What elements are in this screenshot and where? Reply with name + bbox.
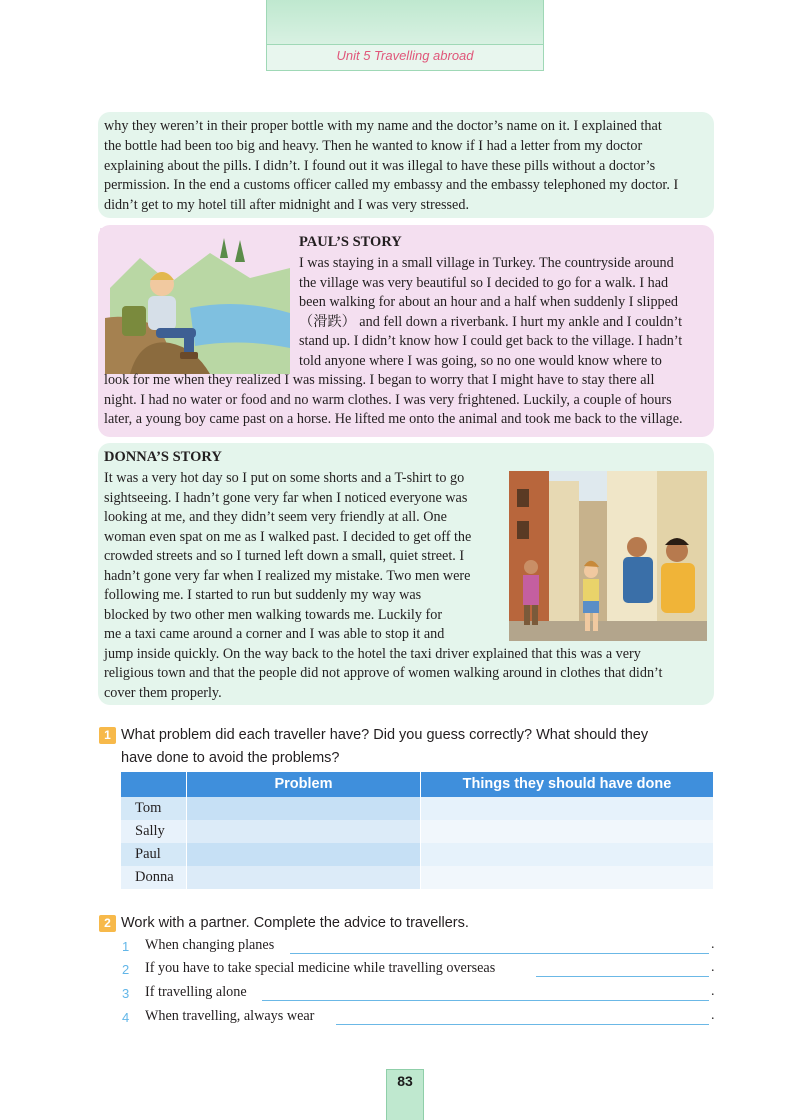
paul-story-line: been walking for about an hour and a half when suddenly I slipped	[299, 294, 679, 310]
advice-item-text: When travelling, always wear	[145, 1008, 315, 1024]
page-number-tab	[386, 1069, 424, 1120]
advice-cell[interactable]	[421, 820, 713, 843]
advice-item-text: When changing planes	[145, 937, 275, 953]
activity-2-badge: 2	[99, 915, 116, 932]
table-divider	[420, 772, 421, 889]
advice-answer-line[interactable]	[336, 1024, 709, 1025]
paul-story-line: later, a young boy came past on a horse. He lifted me onto the animal and took me back to the village.	[104, 411, 683, 427]
activity-2-question: Work with a partner. Complete the advice to travellers.	[121, 915, 469, 931]
header-divider	[267, 44, 543, 45]
advice-cell[interactable]	[421, 797, 713, 820]
table-divider	[186, 772, 187, 889]
donna-story-line: blocked by two other men walking towards me. Luckily for	[104, 607, 443, 623]
row-name-sally: Sally	[135, 823, 165, 839]
advice-answer-line[interactable]	[290, 953, 709, 954]
donna-story-line: jump inside quickly. On the way back to the hotel the taxi driver explained that this was a very	[104, 646, 641, 662]
donna-story-line: hadn’t gone very far when I realized my mistake. Two men were	[104, 568, 471, 584]
advice-end-mark: .	[711, 984, 715, 999]
donna-story-line: sightseeing. I hadn’t gone very far when I noticed everyone was	[104, 490, 468, 506]
table-row	[121, 843, 713, 866]
advice-item-text: If travelling alone	[145, 984, 247, 1000]
activity-1-badge: 1	[99, 727, 116, 744]
advice-end-mark: .	[711, 937, 715, 952]
story-line: permission. In the end a customs officer called my embassy and the embassy telephoned my doctor. I	[104, 177, 679, 193]
paul-story-title: PAUL’S STORY	[299, 234, 402, 250]
table-header-things-should-have-done: Things they should have done	[421, 772, 713, 797]
table-row	[121, 820, 713, 843]
donna-story-line: religious town and that the people did not approve of women walking around in clothes that didn’t	[104, 665, 663, 681]
paul-story-line: stand up. I didn’t know how I could get back to the village. I hadn’t	[299, 333, 683, 349]
paul-story-line: night. I had no water or food and no warm clothes. I was very frightened. Luckily, a couple of hours	[104, 392, 672, 408]
donna-story-line: following me. I started to run but suddenly my way was	[104, 587, 422, 603]
advice-end-mark: .	[711, 960, 715, 975]
problem-cell[interactable]	[187, 820, 420, 843]
paul-story-line: the village was very beautiful so I decided to go for a walk. I had	[299, 275, 669, 291]
paul-illustration	[100, 228, 290, 374]
story-line: explaining about the pills. I didn’t. I found out it was illegal to have these pills without a doctor’s	[104, 158, 656, 174]
paul-story-line: I was staying in a small village in Turkey. The countryside around	[299, 255, 674, 271]
row-name-paul: Paul	[135, 846, 161, 862]
story-line: didn’t get to my hotel till after midnight and I was very stressed.	[104, 197, 469, 213]
advice-cell[interactable]	[421, 866, 713, 889]
activity-1-question-line: What problem did each traveller have? Did you guess correctly? What should they	[121, 727, 649, 743]
story-line: why they weren’t in their proper bottle with my name and the doctor’s name on it. I explained that	[104, 118, 662, 134]
unit-header-tab	[266, 0, 544, 71]
paul-story-line: look for me when they realized I was missing. I began to worry that I might have to stay there all	[104, 372, 655, 388]
table-header-corner	[121, 772, 187, 797]
story-line: the bottle had been too big and heavy. Then he wanted to know if I had a letter from my doctor	[104, 138, 643, 154]
advice-item-number: 4	[122, 1010, 130, 1025]
donna-illustration	[509, 471, 707, 641]
advice-cell[interactable]	[421, 843, 713, 866]
problem-cell[interactable]	[187, 866, 420, 889]
page-number: 83	[397, 1073, 413, 1089]
paul-story-line: （滑跌） and fell down a riverbank. I hurt my ankle and I couldn’t	[299, 314, 683, 330]
donna-story-line: It was a very hot day so I put on some shorts and a T-shirt to go	[104, 470, 465, 486]
activity-1-question-line: have done to avoid the problems?	[121, 750, 340, 766]
row-name-donna: Donna	[135, 869, 174, 885]
advice-item-text: If you have to take special medicine while travelling overseas	[145, 960, 496, 976]
table-row	[121, 797, 713, 820]
problem-cell[interactable]	[187, 797, 420, 820]
unit-title: Unit 5 Travelling abroad	[336, 48, 474, 63]
advice-item-number: 2	[122, 962, 130, 977]
row-name-tom: Tom	[135, 800, 162, 816]
advice-item-number: 1	[122, 939, 130, 954]
problems-table	[121, 772, 713, 889]
problem-cell[interactable]	[187, 843, 420, 866]
paul-story-line: told anyone where I was going, so no one would know where to	[299, 353, 662, 369]
donna-story-line: looking at me, and they didn’t seem very friendly at all. One	[104, 509, 447, 525]
advice-answer-line[interactable]	[536, 976, 709, 977]
header-decoration	[267, 0, 543, 44]
table-header-problem: Problem	[187, 772, 420, 797]
advice-answer-line[interactable]	[262, 1000, 709, 1001]
donna-story-line: me a taxi came around a corner and I was able to stop it and	[104, 626, 445, 642]
donna-story-line: woman even spat on me as I walked past. I decided to get off the	[104, 529, 472, 545]
table-row	[121, 866, 713, 889]
donna-story-line: cover them properly.	[104, 685, 222, 701]
donna-story-title: DONNA’S STORY	[104, 449, 222, 465]
advice-end-mark: .	[711, 1008, 715, 1023]
advice-item-number: 3	[122, 986, 130, 1001]
donna-story-line: crowded streets and so I turned left down a small, quiet street. I	[104, 548, 465, 564]
